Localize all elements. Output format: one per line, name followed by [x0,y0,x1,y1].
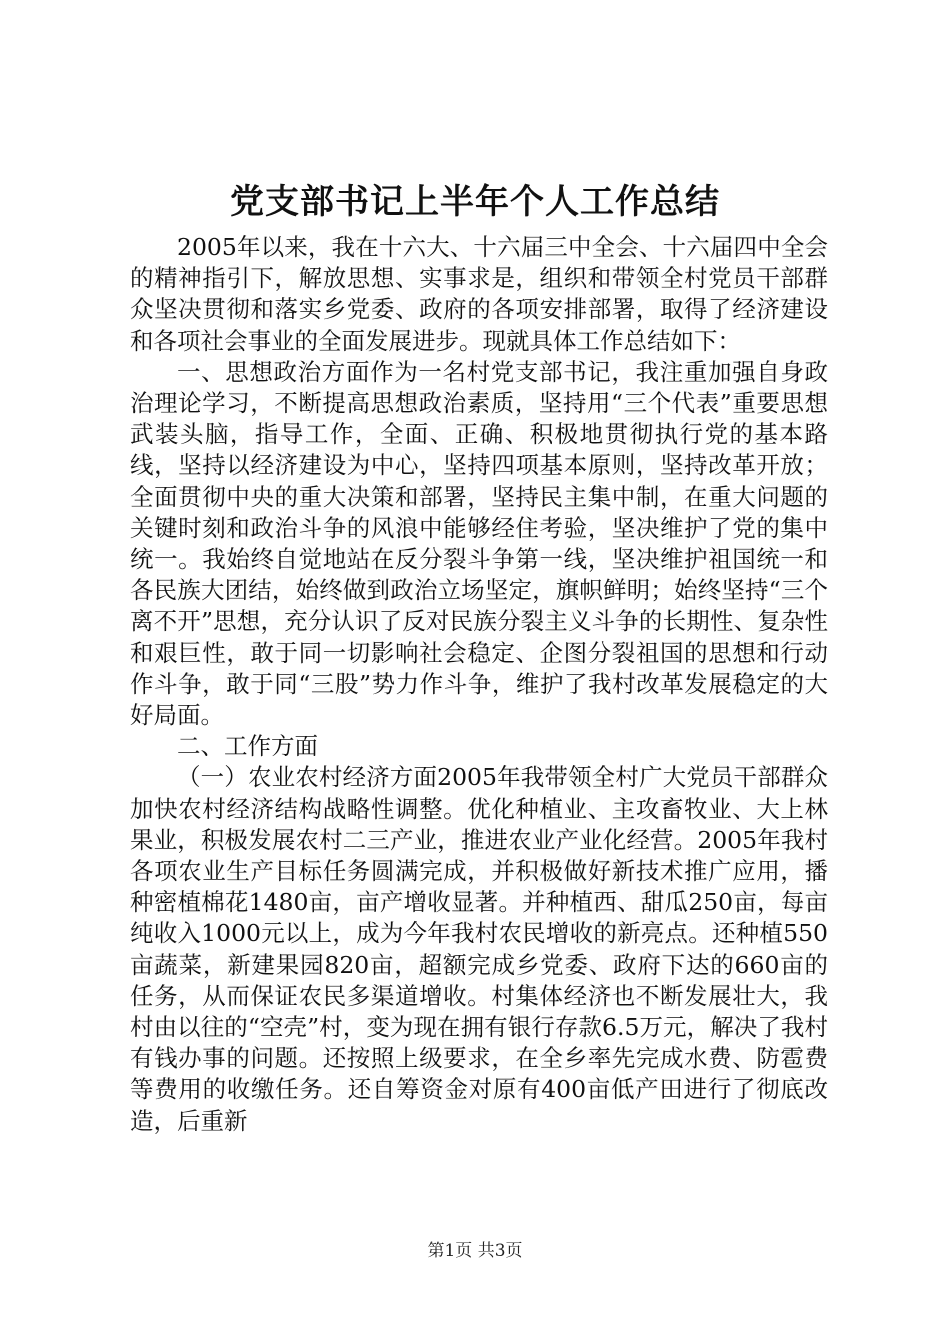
paragraph-work-heading: 二、工作方面 [177,732,318,761]
paragraph-intro: 2005年以来，我在十六大、十六届三中全会、十六届四中全会的精神指引下，解放思想、实事求是，组织和带领全村党员干部群众坚决贯彻和落实乡党委、政府的各项安排部署，取得了经济建设和各项社会事业的全面发展进步。现就具体工作总结如下： [130,233,828,355]
paragraph-agriculture: （一）农业农村经济方面2005年我带领全村广大党员干部群众加快农村经济结构战略性调整。优化种植业、主攻畜牧业、大上林果业，积极发展农村二三产业，推进农业产业化经营。2005年我村各项农业生产目标任务圆满完成，并积极做好新技术推广应用，播种密植棉花1480亩，亩产增收显著。并种植西、甜瓜250亩，每亩纯收入1000元以上，成为今年我村农民增收的新亮点。还种植550亩蔬菜，新建果园820亩，超额完成乡党委、政府下达的660亩的任务，从而保证农民多渠道增收。村集体经济也不断发展壮大，我村由以往的“空壳”村，变为现在拥有银行存款6.5万元，解决了我村有钱办事的问题。还按照上级要求，在全乡率先完成水费、防雹费等费用的收缴任务。还自筹资金对原有400亩低产田进行了彻底改造，后重新 [130,763,828,1135]
paragraph-political: 一、思想政治方面作为一名村党支部书记，我注重加强自身政治理论学习，不断提高思想政治素质，坚持用“三个代表”重要思想武装头脑，指导工作，全面、正确、积极地贯彻执行党的基本路线，坚持以经济建设为中心，坚持四项基本原则，坚持改革开放；全面贯彻中央的重大决策和部署，坚持民主集中制，在重大问题的关键时刻和政治斗争的风浪中能够经住考验，坚决维护了党的集中统一。我始终自觉地站在反分裂斗争第一线，坚决维护祖国统一和各民族大团结，始终做到政治立场坚定，旗帜鲜明；始终坚持“三个离不开”思想，充分认识了反对民族分裂主义斗争的长期性、复杂性和艰巨性，敢于同一切影响社会稳定、企图分裂祖国的思想和行动作斗争，敢于同“三股”势力作斗争，维护了我村改革发展稳定的大好局面。 [130,357,828,730]
document-body [130,232,828,1137]
page-footer: 第1页 共3页 [427,1241,523,1261]
document-title: 党支部书记上半年个人工作总结 [230,182,720,222]
